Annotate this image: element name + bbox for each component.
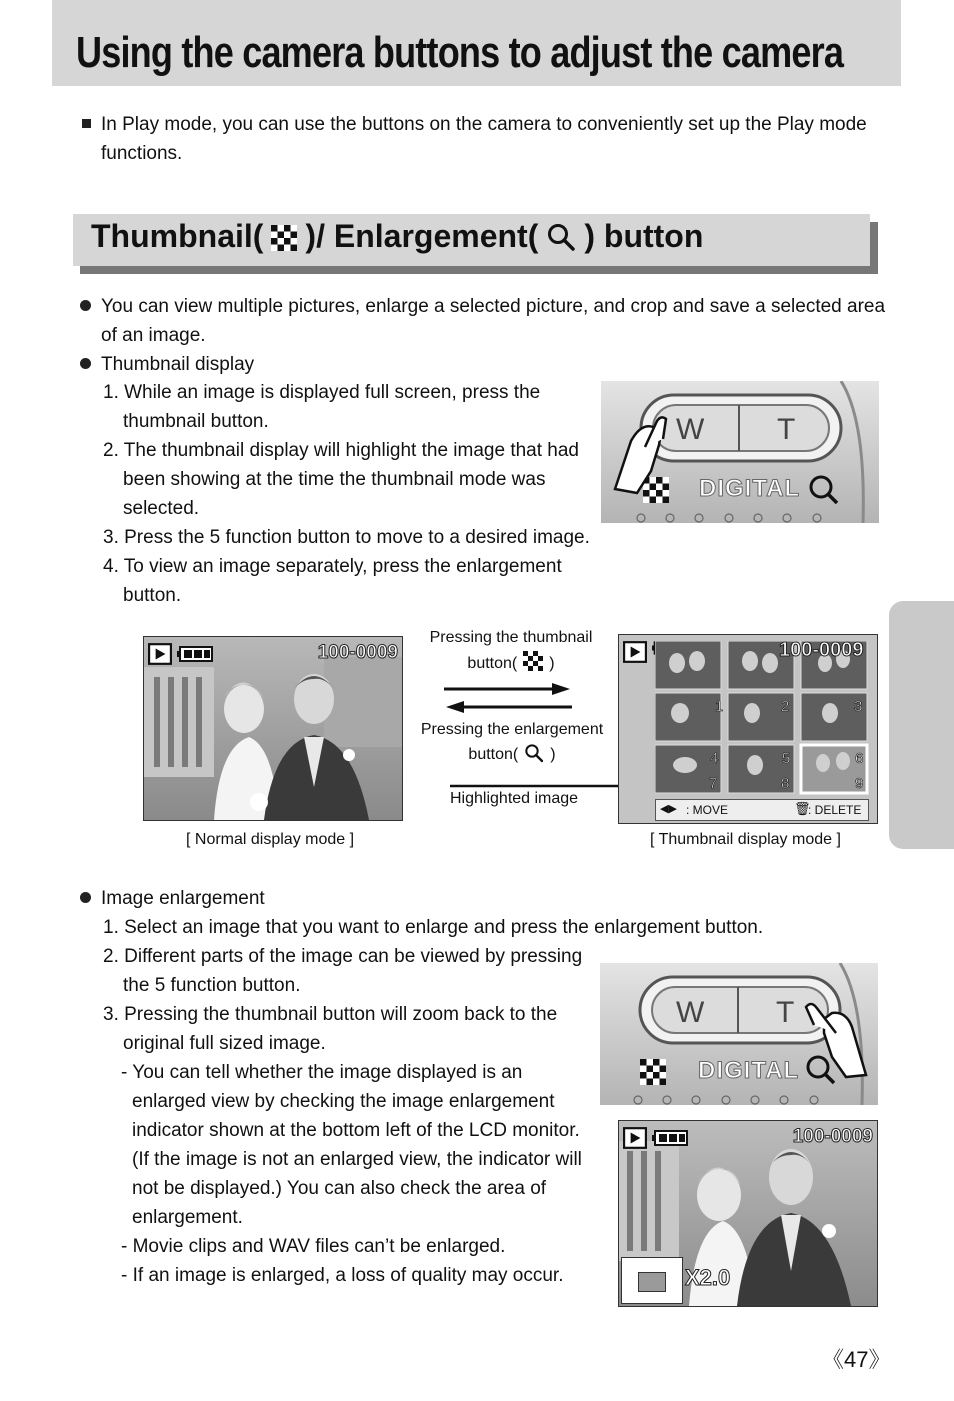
highlighted-image-label: Highlighted image [450,790,579,807]
close-paren: ) [550,746,556,763]
enlargement-heading-line [80,884,265,913]
play-mode-icon [623,641,647,663]
enlargement-indicator [621,1257,683,1304]
zoom-tele-label: T [777,413,796,446]
note-line: - You can tell whether the image displayed is an [121,1062,523,1083]
play-mode-icon [623,1127,647,1149]
enlargement-heading: Image enlargement [101,888,265,909]
intro-line: In Play mode, you can use the buttons on the camera to conveniently set up the Play mode [101,114,867,135]
enlargement-press-label [412,721,612,764]
thumbnail-display-lcd [618,634,878,824]
file-number: 100-0009 [317,642,398,663]
battery-icon [652,1130,688,1146]
thumbnail-display-heading: Thumbnail display [101,354,255,375]
thumbnail-number: 9 [855,775,864,792]
overview-text [80,292,885,379]
enlarged-display-lcd [618,1120,878,1307]
thumbnail-number: 7 [709,775,718,792]
thumbnail-number: 1 [715,698,724,715]
note-line: (If the image is not an enlarged view, the indicator will [132,1149,582,1170]
bullet-icon [80,300,91,311]
intro-text [82,110,867,168]
note-line: not be displayed.) You can also check the area of [132,1178,547,1199]
enlargement-press-text: button( [468,746,519,763]
close-paren: ) [549,655,555,672]
square-bullet-icon [82,119,91,128]
step-line: 3. Press the 5 function button to move to a desired image. [103,527,590,548]
note-line: indicator shown at the bottom left of the LCD monitor. [132,1120,580,1141]
magnifier-icon [524,743,544,763]
zoom-level: X2.0 [685,1265,731,1290]
thumbnail-icon [271,225,297,251]
note-line: - If an image is enlarged, a loss of quality may occur. [121,1265,564,1286]
section-title-text: )/ Enlargement( [305,218,539,254]
step-line: 2. Different parts of the image can be viewed by pressing [103,946,583,967]
section-title-text: Thumbnail( [91,218,264,254]
zoom-wide-label: W [676,413,705,446]
file-number: 100-0009 [792,1126,873,1147]
step-line: been showing at the time the thumbnail mode was [123,469,546,490]
overview-line: of an image. [101,325,206,346]
thumbnail-steps [103,378,590,610]
step-line: 2. The thumbnail display will highlight the image that had [103,440,579,461]
page-title: Using the camera buttons to adjust the camera [76,28,844,77]
step-line: 4. To view an image separately, press the enlargement [103,556,562,577]
zoom-tele-label: T [776,996,795,1029]
photo-couple [144,637,402,820]
enlargement-press-text: Pressing the enlargement [420,721,604,738]
enlargement-area-box [638,1272,666,1292]
direction-arrows [440,680,576,716]
normal-display-caption: [ Normal display mode ] [186,831,355,848]
thumbnail-number: 5 [782,750,791,767]
thumbnail-number: 6 [855,750,864,767]
zoom-wide-label: W [676,996,705,1029]
thumbnail-number: 8 [781,775,790,792]
thumbnail-number: 3 [854,698,863,715]
digital-label: DIGITAL [699,475,801,502]
thumbnail-number: 4 [710,750,719,767]
section-title [91,218,703,255]
thumbnail-press-text: button( [467,655,518,672]
step-line: button. [123,585,182,606]
note-line: - Movie clips and WAV files can’t be enlarged. [121,1236,506,1257]
step-line: selected. [123,498,200,519]
thumbnail-display-caption: [ Thumbnail display mode ] [650,831,841,848]
left-right-arrows-icon: ◀▶ [660,803,677,815]
thumbnail-press-label [418,629,604,673]
camera-buttons-illustration [601,381,879,523]
section-title-text: ) button [584,218,704,254]
step-line: the 5 function button. [123,975,301,996]
note-line: enlarged view by checking the image enlargement [132,1091,555,1112]
thumbnail-icon [523,651,543,671]
overview-line: You can view multiple pictures, enlarge a selected picture, and crop and save a selected area [101,296,886,317]
bullet-icon [80,358,91,369]
delete-label: : DELETE [808,803,862,817]
camera-buttons-illustration [600,963,878,1105]
note-line: enlargement. [132,1207,243,1228]
trash-icon: 🗑 [794,801,811,816]
side-tab [889,601,954,849]
thumbnail-number: 2 [781,698,790,715]
step-line: 1. While an image is displayed full screen, press the [103,382,541,403]
step-line: original full sized image. [123,1033,326,1054]
page-number: 《47》 [822,1347,891,1372]
intro-line: functions. [101,143,183,164]
thumbnail-grid [655,641,877,799]
step-line: thumbnail button. [123,411,269,432]
thumbnail-press-text: Pressing the thumbnail [429,629,593,646]
move-label: : MOVE [686,803,729,817]
digital-label: DIGITAL [698,1057,800,1084]
normal-display-lcd [143,636,403,821]
battery-icon [177,646,213,662]
step-line: 1. Select an image that you want to enlarge and press the enlargement button. [103,917,764,938]
thumbnail-status-bar [655,799,869,821]
play-mode-icon [148,643,172,665]
step-line: 3. Pressing the thumbnail button will zoom back to the [103,1004,558,1025]
file-number: 100-0009 [779,639,864,661]
bullet-icon [80,892,91,903]
magnifier-icon [546,222,576,252]
